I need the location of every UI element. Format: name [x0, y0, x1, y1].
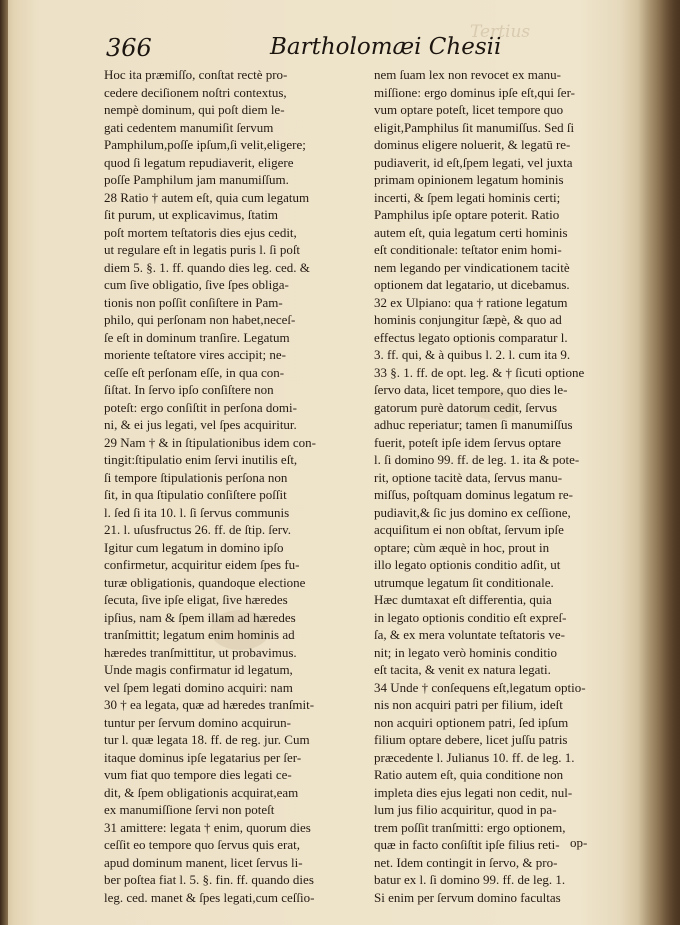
- text-line: Ratio autem eſt, quia conditione non: [374, 767, 564, 782]
- text-line: utrumque legatum ſit conditionale.: [374, 574, 554, 590]
- text-line: quæ in facto conſiſtit ipſe filius reti-: [374, 837, 560, 852]
- text-line: præcedente l. Julianus 10. ff. de leg. 1.: [374, 749, 575, 765]
- text-line: lum jus filio acquiritur, quod in pa-: [374, 802, 557, 817]
- text-line: dit, & ſpem obligationis acquirat,eam: [104, 784, 299, 800]
- text-line: ex manumiſſione ſervi non poteſt: [104, 802, 275, 817]
- text-line: illo legato optionis conditio adſit, ut: [374, 557, 561, 572]
- text-line: poſſe Pamphilum jam manumiſſum.: [104, 172, 289, 187]
- text-line: filium optare debere, licet juſſu patris: [374, 732, 568, 747]
- text-line: eſt tacita, & venit ex natura legati.: [374, 662, 551, 677]
- text-line: poſt mortem teſtatoris dies ejus cedit,: [104, 224, 297, 240]
- text-line: ut regulare eſt in legatis puris l. ſi poſt: [104, 242, 301, 257]
- text-line: acquiſitum ei non obſtat, ſervum ipſe: [374, 522, 564, 537]
- text-line: 29 Nam † & in ſtipulationibus idem con-: [104, 434, 316, 450]
- text-line: eſt conditionale: teſtator enim homi-: [374, 242, 562, 257]
- text-line: l. ſed ſi ita 10. l. ſi ſervus communis: [104, 504, 290, 520]
- text-line: pudiaverit, id eſt,ſpem legati, vel juxta: [374, 154, 573, 170]
- text-line: hæredes tranſmittitur, ut probavimus.: [104, 644, 297, 660]
- text-line: nem legando per vindicationem tacitè: [374, 259, 570, 275]
- text-line: optare; cùm æquè in hoc, prout in: [374, 539, 550, 555]
- text-line: 28 Ratio † autem eſt, quia cum legatum: [104, 189, 310, 205]
- bleed-through-text: Tertius: [470, 22, 531, 42]
- text-line: diem 5. §. 1. ff. quando dies leg. ced. &: [104, 259, 310, 275]
- text-line: effectus legato optionis comparatur l.: [374, 329, 568, 345]
- text-line: tionis non poſſit conſiſtere in Pam-: [104, 294, 283, 310]
- text-line: Pamphilus ipſe optare poterit. Ratio: [374, 207, 560, 222]
- text-line: optionem dat legatario, ut dicebamus.: [374, 277, 570, 292]
- text-line: turæ obligationis, quandoque electione: [104, 574, 306, 590]
- text-line: nem ſuam lex non revocet ex manu-: [374, 67, 561, 82]
- text-line: 34 Unde † conſequens eſt,legatum optio-: [374, 679, 586, 695]
- text-line: autem eſt, quia legatum certi hominis: [374, 224, 568, 240]
- text-line: ſervo data, licet tempore, quo dies le-: [374, 382, 568, 397]
- text-line: ſecuta, ſive ipſe eligat, ſive hæredes: [104, 592, 288, 607]
- text-line: 32 ex Ulpiano: qua † ratione legatum: [374, 294, 568, 310]
- text-line: net. Idem contingit in ſervo, & pro-: [374, 854, 558, 870]
- text-line: pudiavit,& ſic jus domino ex ceſſione,: [374, 504, 571, 520]
- page-edge-left: [0, 0, 8, 925]
- book-spine-shadow: [638, 0, 680, 925]
- right-text-column: [374, 66, 622, 906]
- text-line: Hæc dumtaxat eſt differentia, quia: [374, 592, 552, 607]
- text-line: vum optare poteſt, licet tempore quo: [374, 102, 564, 117]
- text-line: 30 † ea legata, quæ ad hæredes tranſmit-: [104, 697, 315, 712]
- text-line: tuntur per ſervum domino acquirun-: [104, 714, 292, 730]
- text-line: ſit, in qua ſtipulatio conſiſtere poſſit: [104, 487, 287, 502]
- text-line: l. ſi domino 99. ff. de leg. 1. ita & pote-: [374, 452, 580, 467]
- text-line: ni, & ei jus legati, vel ſpes acquiritur.: [104, 417, 297, 432]
- text-line: 21. l. uſusfructus 26. ff. de ſtip. ſerv.: [104, 522, 292, 537]
- text-line: 3. ff. qui, & à quibus l. 2. l. cum ita 9.: [374, 347, 571, 362]
- text-line: batur ex l. ſi domino 99. ff. de leg. 1.: [374, 872, 566, 887]
- text-line: leg. ced. manet & ſpes legati,cum ceſſio-: [104, 889, 315, 905]
- text-line: apud dominum manent, licet ſervus li-: [104, 854, 303, 870]
- text-line: ceſſe eſt perſonam eſſe, in qua con-: [104, 364, 285, 380]
- text-line: Pamphilum,poſſe ipſum,ſi velit,eligere;: [104, 137, 306, 152]
- text-line: poteſt: ergo conſiſtit in perſona domi-: [104, 399, 297, 415]
- text-line: hominis conjungitur ſæpè, & quo ad: [374, 312, 562, 327]
- text-line: nempè dominum, qui poſt diem le-: [104, 102, 285, 117]
- text-line: fuerit, poteſt ipſe idem ſervus optare: [374, 434, 561, 450]
- text-line: ſa, & ex mera voluntate teſtatoris ve-: [374, 627, 565, 642]
- text-line: cum ſive obligatio, ſive ſpes obliga-: [104, 277, 289, 292]
- text-line: confirmetur, acquiritur eidem ſpes fu-: [104, 557, 300, 572]
- text-line: tingit:ſtipulatio enim ſervi inutilis eſt,: [104, 452, 298, 467]
- text-line: Si enim per ſervum domino facultas: [374, 889, 561, 905]
- text-line: Hoc ita præmiſſo, conſtat rectè pro-: [104, 67, 288, 82]
- text-line: trem poſſit tranſmitti: ergo optionem,: [374, 819, 566, 835]
- text-line: itaque dominus ipſe legatarius per ſer-: [104, 749, 302, 765]
- text-line: nit; in legato verò hominis conditio: [374, 644, 558, 660]
- running-head: Bartholomæi Chesii: [270, 34, 502, 60]
- text-line: 33 §. 1. ff. de opt. leg. & † ſicuti optione: [374, 364, 585, 380]
- text-line: ber poſtea fiat l. 5. §. fin. ff. quando dies: [104, 872, 314, 887]
- text-line: non acquiri optionem patri, ſed ipſum: [374, 714, 569, 730]
- text-line: eligit,Pamphilus ſit manumiſſus. Sed ſi: [374, 119, 575, 135]
- text-line: quod ſi legatum repudiaverit, eligere: [104, 154, 294, 170]
- text-line: gati cedentem manumiſit ſervum: [104, 119, 274, 135]
- text-line: incerti, & ſpem legati hominis certi;: [374, 189, 561, 205]
- text-line: impleta dies ejus legati non cedit, nul-: [374, 784, 573, 800]
- text-line: ſiſtat. In ſervo ipſo conſiſtere non: [104, 382, 274, 397]
- text-line: in legato optionis conditio eſt expreſ-: [374, 609, 567, 625]
- left-text-column: [104, 66, 356, 906]
- text-line: philo, qui perſonam non habet,neceſ-: [104, 312, 296, 327]
- text-line: ipſius, nam & ſpem illam ad hæredes: [104, 609, 296, 625]
- catchword: op-: [570, 835, 588, 850]
- text-line: primam opinionem legatum hominis: [374, 172, 564, 187]
- text-line: vum fiat quo tempore dies legati ce-: [104, 767, 292, 782]
- text-line: 31 amittere: legata † enim, quorum dies: [104, 819, 311, 835]
- text-line: ſit purum, ut explicavimus, ſtatim: [104, 207, 279, 222]
- text-line: Igitur cum legatum in domino ipſo: [104, 539, 284, 555]
- text-line: Unde magis confirmatur id legatum,: [104, 662, 293, 677]
- text-line: adhuc reperiatur; tamen ſi manumiſſus: [374, 417, 573, 432]
- text-line: ſe eſt in dominum tranſire. Legatum: [104, 329, 290, 345]
- text-line: nis non acquiri patri per filium, ideſt: [374, 697, 563, 712]
- text-line: ceſſit eo tempore quo ſervus quis erat,: [104, 837, 301, 852]
- page-header: [106, 34, 576, 68]
- text-line: rit, optione tacitè data, ſervus manu-: [374, 469, 563, 485]
- text-line: dominus eligere noluerit, & legatū re-: [374, 137, 571, 152]
- text-line: ſi tempore ſtipulationis perſona non: [104, 469, 288, 485]
- text-line: tur l. quæ legata 18. ff. de reg. jur. Cum: [104, 732, 310, 747]
- text-line: miſſione: ergo dominus ipſe eſt,qui ſer-: [374, 84, 575, 100]
- text-line: tranſmittit; legatum enim hominis ad: [104, 627, 295, 642]
- text-line: cedere deciſionem noſtri contextus,: [104, 84, 287, 100]
- text-line: miſſus, poſtquam dominus legatum re-: [374, 487, 573, 502]
- text-line: gatorum purè datorum cedit, ſervus: [374, 399, 558, 415]
- page-number: 366: [106, 34, 152, 62]
- text-line: moriente teſtatore vires accipit; ne-: [104, 347, 286, 362]
- text-line: vel ſpem legati domino acquiri: nam: [104, 679, 293, 695]
